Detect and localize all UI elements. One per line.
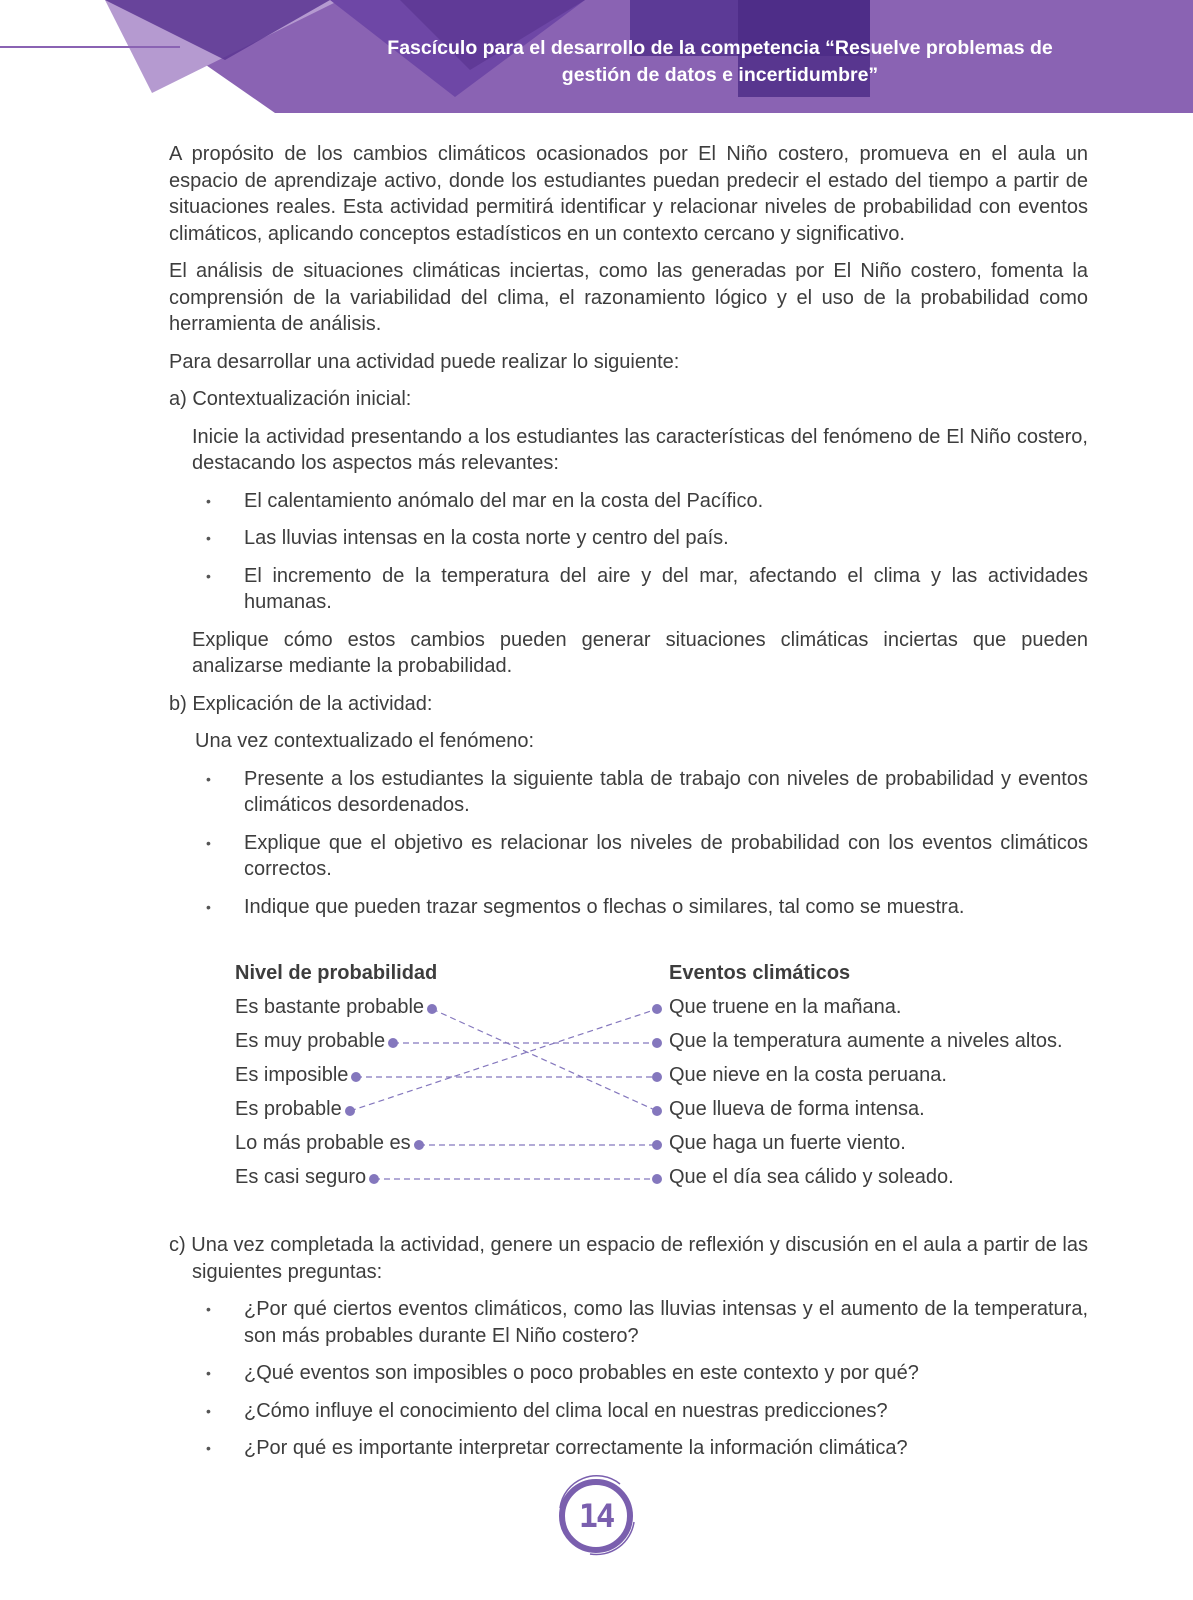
header-title — [300, 35, 1140, 89]
left-dot — [345, 1106, 355, 1116]
header-title-line1: Fascículo para el desarrollo de la competencia “Resuelve problemas de — [387, 37, 1053, 59]
probability-level: Lo más probable es — [235, 1132, 411, 1154]
section-c-bullets — [169, 1296, 1088, 1462]
section-c — [169, 1232, 1088, 1473]
climate-event: Que la temperatura aumente a niveles altos. — [669, 1030, 1063, 1052]
list-item: • ¿Cómo influye el conocimiento del clima local en nuestras predicciones? — [244, 1398, 1088, 1425]
probability-level: Es bastante probable — [235, 996, 425, 1018]
climate-event: Que haga un fuerte viento. — [669, 1132, 906, 1154]
section-c-label: c) Una vez completada la actividad, genere un espacio de reflexión y discusión en el aula a partir de las siguientes preguntas: — [169, 1234, 1088, 1283]
list-item: • ¿Por qué ciertos eventos climáticos, como las lluvias intensas y el aumento de la temperatura, son más probables durante El Niño costero? — [244, 1296, 1088, 1349]
list-item: • ¿Por qué es importante interpretar correctamente la información climática? — [244, 1435, 1088, 1462]
list-item: • Indique que pueden trazar segmentos o flechas o similares, tal como se muestra. — [244, 894, 1088, 921]
left-dot — [369, 1174, 379, 1184]
right-dot — [652, 1004, 662, 1014]
section-b-bullets — [169, 766, 1088, 921]
section-b-label: b) Explicación de la actividad: — [169, 692, 433, 715]
section-a-closing: Explique cómo estos cambios pueden generar situaciones climáticas inciertas que pueden analizarse mediante la probabilidad. — [192, 628, 1088, 677]
climate-event: Que nieve en la costa peruana. — [669, 1064, 947, 1086]
page-number: 14 — [578, 1497, 614, 1535]
list-item: • El calentamiento anómalo del mar en la costa del Pacífico. — [244, 488, 1088, 515]
probability-level: Es imposible — [235, 1064, 349, 1086]
probability-level: Es probable — [235, 1098, 342, 1120]
climate-event: Que llueva de forma intensa. — [669, 1098, 925, 1120]
matching-lines — [0, 955, 1193, 1195]
list-item: • Las lluvias intensas en la costa norte y centro del país. — [244, 525, 1088, 552]
intro-paragraph-1: A propósito de los cambios climáticos ocasionados por El Niño costero, promueva en el aula un espacio de aprendizaje activo, donde los estudiantes puedan predecir el estado del tiempo a partir de situaciones reales. Esta actividad permitirá identificar y relacionar niveles de probabilidad con eventos climáticos, aplicando conceptos estadísticos en un contexto cercano y significativo. — [169, 143, 1088, 245]
left-dot — [427, 1004, 437, 1014]
intro-paragraph-3: Para desarrollar una actividad puede realizar lo siguiente: — [169, 350, 680, 373]
list-item: • Presente a los estudiantes la siguiente tabla de trabajo con niveles de probabilidad y eventos climáticos desordenados. — [244, 766, 1088, 819]
right-dot — [652, 1106, 662, 1116]
right-dot — [652, 1174, 662, 1184]
page-header — [0, 0, 1193, 115]
connector-line — [432, 1009, 657, 1111]
list-item: • ¿Qué eventos son imposibles o poco probables en este contexto y por qué? — [244, 1360, 1088, 1387]
right-dot — [652, 1038, 662, 1048]
section-a-bullets — [169, 488, 1088, 616]
probability-level: Es muy probable — [235, 1030, 386, 1052]
section-b-intro: Una vez contextualizado el fenómeno: — [195, 730, 535, 752]
right-column-header: Eventos climáticos — [669, 962, 851, 984]
connector-line — [350, 1009, 657, 1111]
list-item: • Explique que el objetivo es relacionar los niveles de probabilidad con los eventos climáticos correctos. — [244, 830, 1088, 883]
header-title-line2: gestión de datos e incertidumbre” — [561, 64, 879, 86]
section-a-label: a) Contextualización inicial: — [169, 388, 412, 410]
matching-exercise — [0, 955, 1193, 1195]
left-dot — [388, 1038, 398, 1048]
right-dot — [652, 1140, 662, 1150]
left-dot — [414, 1140, 424, 1150]
left-dot — [351, 1072, 361, 1082]
section-a-intro: Inicie la actividad presentando a los estudiantes las características del fenómeno de El Niño costero, destacando los aspectos más relevantes: — [192, 425, 1088, 474]
list-item: • El incremento de la temperatura del aire y del mar, afectando el clima y las actividades humanas. — [244, 563, 1088, 616]
climate-event: Que truene en la mañana. — [669, 996, 902, 1018]
climate-event: Que el día sea cálido y soleado. — [669, 1166, 954, 1188]
probability-level: Es casi seguro — [235, 1166, 367, 1188]
right-dot — [652, 1072, 662, 1082]
page-number-badge — [550, 1470, 642, 1562]
intro-paragraph-2: El análisis de situaciones climáticas inciertas, como las generadas por El Niño costero, fomenta la comprensión de la variabilidad del clima, el razonamiento lógico y el uso de la probabilidad como herramienta de análisis. — [169, 260, 1088, 335]
main-content — [169, 141, 1088, 931]
left-column-header: Nivel de probabilidad — [235, 962, 438, 984]
